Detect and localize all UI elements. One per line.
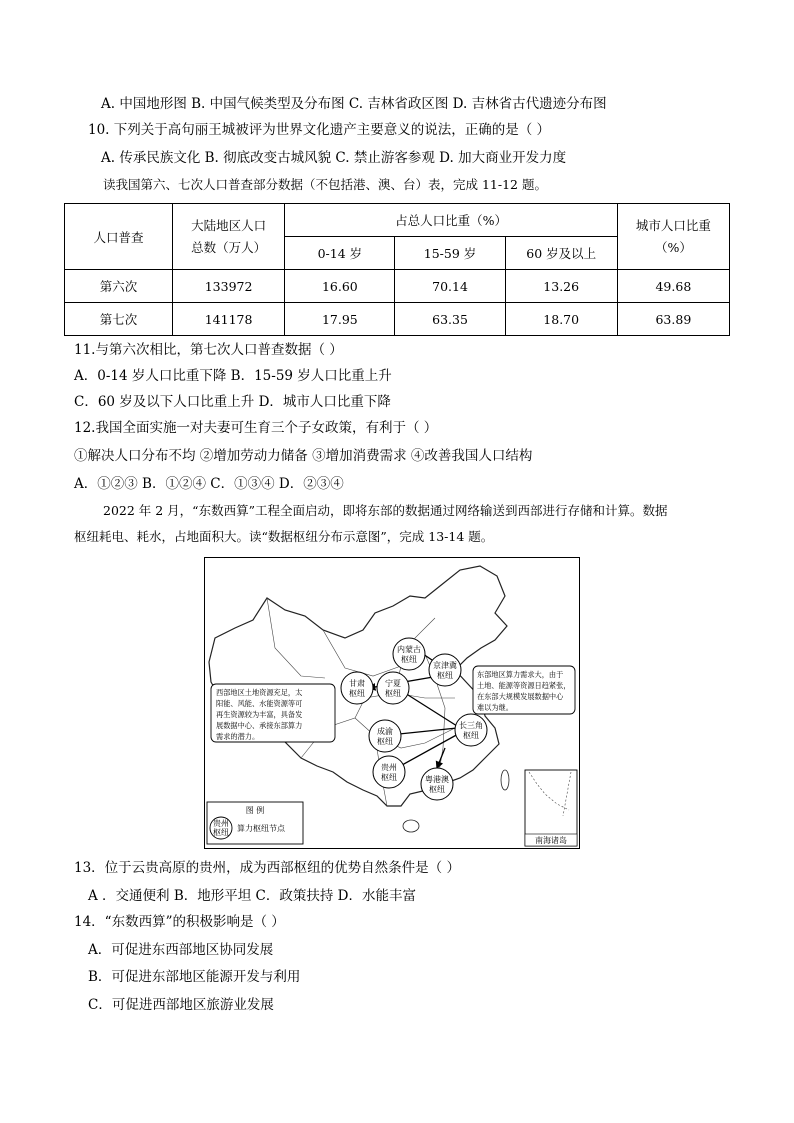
q12-stem: 12.我国全面实施一对夫妻可生育三个子女政策，有利于（ ） — [74, 420, 438, 436]
svg-text:东部地区算力需求大，由于: 东部地区算力需求大，由于 — [477, 670, 564, 679]
svg-text:算力枢纽节点: 算力枢纽节点 — [237, 824, 285, 833]
svg-text:枢纽: 枢纽 — [463, 731, 479, 740]
flow-arrow — [437, 748, 445, 768]
q11-options-ab: A．0-14 岁人口比重下降 B．15-59 岁人口比重上升 — [74, 368, 392, 384]
taiwan-island — [501, 770, 509, 790]
q14-option-a: A．可促进东西部地区协同发展 — [88, 942, 274, 958]
svg-text:枢纽: 枢纽 — [429, 785, 445, 794]
svg-text:西部地区土地资源充足，太: 西部地区土地资源充足，太 — [216, 688, 303, 697]
svg-text:难以为继。: 难以为继。 — [477, 703, 513, 712]
q10-options: A. 传承民族文化 B. 彻底改变古城风貌 C. 禁止游客参观 D. 加大商业开发力度 — [101, 150, 567, 166]
south-china-sea-inset — [525, 770, 577, 846]
hub-node-chengyu — [369, 720, 401, 752]
header-age-15-59: 15-59 岁 — [395, 237, 505, 270]
hub-node-changsanjiao — [455, 714, 487, 746]
table-intro: 读我国第六、七次人口普查部分数据（不包括港、澳、台）表，完成 11-12 题。 — [103, 177, 547, 192]
header-age-0-14: 0-14 岁 — [285, 237, 395, 270]
q14-stem: 14．“东数西算”的积极影响是（ ） — [74, 914, 285, 930]
svg-text:需求的潜力。: 需求的潜力。 — [216, 732, 260, 741]
province-line — [267, 598, 325, 678]
svg-text:在东部大规模发展数据中心: 在东部大规模发展数据中心 — [477, 692, 564, 701]
svg-text:枢纽: 枢纽 — [385, 689, 401, 698]
hub-node-jingjinji — [429, 654, 461, 686]
header-ratio: 占总人口比重（%） — [285, 204, 618, 237]
q9-options: A. 中国地形图 B. 中国气候类型及分布图 C. 吉林省政区图 D. 吉林省古代遗迹分布图 — [101, 96, 607, 112]
q14-option-b: B．可促进东部地区能源开发与利用 — [88, 969, 301, 985]
svg-text:枢纽: 枢纽 — [349, 689, 365, 698]
west-note-box — [211, 684, 335, 742]
header-total: 大陆地区人口 总数（万人） — [172, 204, 284, 270]
svg-text:再生资源较为丰富，具备发: 再生资源较为丰富，具备发 — [216, 710, 303, 719]
q11-stem: 11.与第六次相比，第七次人口普查数据（ ） — [74, 342, 343, 358]
hub-node-ningxia — [377, 672, 409, 704]
header-census: 人口普查 — [65, 204, 173, 270]
hub-node-neimenggu — [393, 638, 425, 670]
svg-text:成渝: 成渝 — [377, 727, 393, 736]
svg-text:粤港澳: 粤港澳 — [425, 775, 449, 784]
svg-text:京津冀: 京津冀 — [433, 661, 457, 670]
hainan-island — [403, 820, 419, 832]
svg-text:甘肃: 甘肃 — [349, 679, 365, 688]
svg-text:长三角: 长三角 — [459, 721, 483, 730]
svg-text:贵州: 贵州 — [213, 819, 229, 828]
svg-text:宁夏: 宁夏 — [385, 679, 401, 688]
hub-node-yuegangao — [421, 768, 453, 800]
header-age-60: 60 岁及以上 — [505, 237, 617, 270]
hub-node-gansu — [341, 672, 373, 704]
svg-text:土地、能源等资源日趋紧张，: 土地、能源等资源日趋紧张， — [477, 681, 571, 690]
svg-text:展数据中心、承接东部算力: 展数据中心、承接东部算力 — [216, 721, 303, 730]
map-legend — [207, 802, 303, 844]
header-urban: 城市人口比重 （%） — [617, 204, 729, 270]
svg-text:枢纽: 枢纽 — [437, 671, 453, 680]
svg-text:阳能、风能、水能资源等可: 阳能、风能、水能资源等可 — [216, 699, 303, 708]
svg-text:图 例: 图 例 — [245, 806, 265, 815]
svg-text:枢纽: 枢纽 — [377, 737, 393, 746]
east-note-box — [473, 666, 575, 714]
q11-options-cd: C．60 岁及以下人口比重上升 D．城市人口比重下降 — [74, 394, 391, 410]
svg-text:内蒙古: 内蒙古 — [397, 645, 421, 654]
svg-text:枢纽: 枢纽 — [401, 655, 417, 664]
table-row: 第六次 133972 16.60 70.14 13.26 49.68 — [65, 270, 730, 303]
svg-text:南海诸岛: 南海诸岛 — [535, 836, 567, 845]
table-row: 第七次 141178 17.95 63.35 18.70 63.89 — [65, 303, 730, 336]
svg-text:枢纽: 枢纽 — [381, 773, 397, 782]
q12-items: ①解决人口分布不均 ②增加劳动力储备 ③增加消费需求 ④改善我国人口结构 — [74, 448, 533, 464]
q13-stem: 13．位于云贵高原的贵州，成为西部枢纽的优势自然条件是（ ） — [74, 860, 460, 876]
q14-option-c: C．可促进西部地区旅游业发展 — [88, 997, 274, 1013]
map-svg — [205, 558, 579, 848]
q12-options: A．①②③ B．①②④ C．①③④ D．②③④ — [74, 476, 344, 492]
hub-node-guizhou — [373, 756, 405, 788]
passage-line-2: 枢纽耗电、耗水，占地面积大。读“数据枢纽分布示意图”，完成 13-14 题。 — [74, 529, 494, 544]
passage-line-1: 2022 年 2 月，“东数西算”工程全面启动，即将东部的数据通过网络输送到西部进行存储和计算。数据 — [103, 503, 668, 518]
census-table — [64, 203, 730, 336]
q10-stem: 10. 下列关于高句丽王城被评为世界文化遗产主要意义的说法，正确的是（ ） — [88, 122, 551, 138]
svg-text:枢纽: 枢纽 — [213, 828, 229, 837]
svg-text:贵州: 贵州 — [381, 763, 397, 772]
data-hub-map — [204, 557, 580, 849]
q13-options: A ．交通便利 B．地形平坦 C．政策扶持 D．水能丰富 — [88, 888, 416, 904]
